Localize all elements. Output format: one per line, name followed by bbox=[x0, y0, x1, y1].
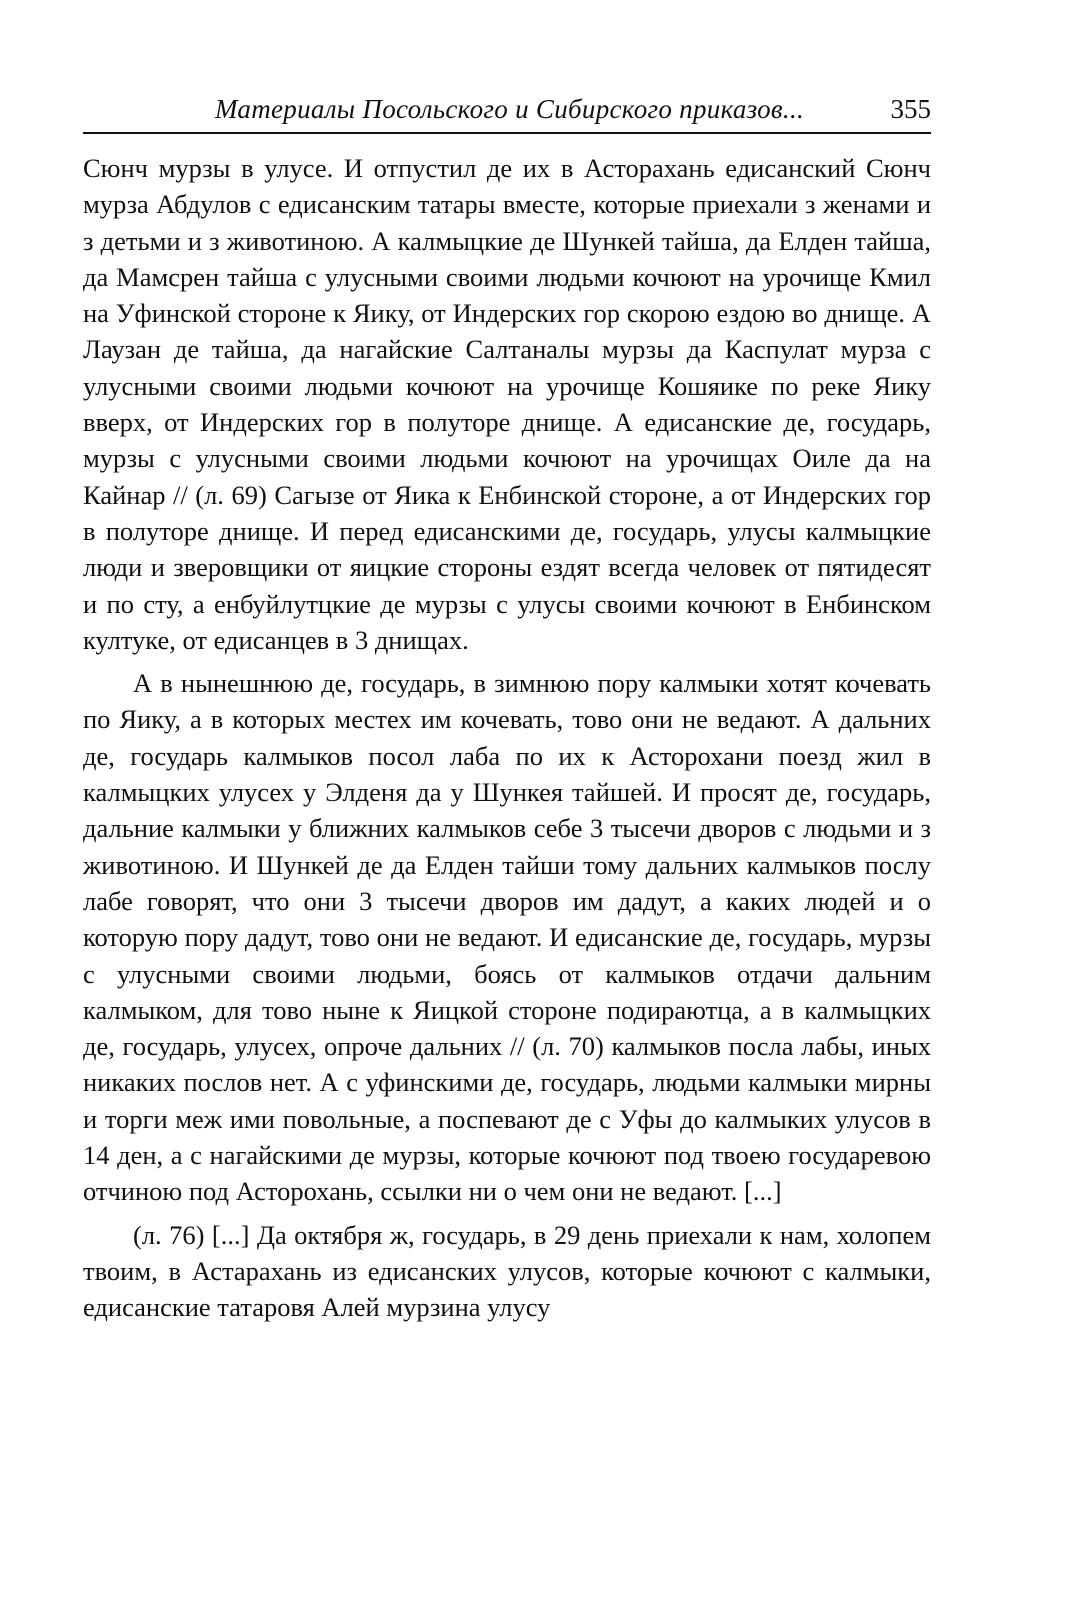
body-text bbox=[83, 150, 931, 1326]
page-number: 355 bbox=[890, 94, 931, 124]
paragraph-continuation: Сюнч мурзы в улусе. И отпустил де их в Асторахань едисанский Сюнч мурза Абдулов с едисанским татары вместе, которые приехали з женами и з детьми и з животиною. А калмыцкие де Шункей тайша, да Елден тайша, да Мамсрен тайша с улусными своими людьми кочюют на урочище Кмил на Уфинской стороне к Яику, от Индерских гор скорою ездою во днище. А Лаузан де тайша, да нагайские Салтаналы мурзы да Каспулат мурза с улусными своими людьми кочюют на урочище Кошяике по реке Яику вверх, от Индерских гор в полуторе днище. А едисанские де, государь, мурзы с улусными своими людьми кочюют на урочищах Оиле да на Кайнар // (л. 69) Сагызе от Яика к Енбинской стороне, а от Индерских гор в полуторе днище. И перед едисанскими де, государь, улусы калмыцкие люди и зверовщики от яицкие стороны ездят всегда человек от пятидесят и по сту, а енбуйлутцкие де мурзы с улусы своими кочюют в Енбинском култуке, от едисанцев в 3 днищах. bbox=[83, 153, 931, 655]
paragraph: (л. 76) [...] Да октября ж, государь, в 29 день приехали к нам, холопем твоим, в Астарахань из едисанских улусов, которые кочюют с калмыки, едисанские татаровя Алей мурзина улусу bbox=[83, 1219, 931, 1323]
paragraph: А в нынешнюю де, государь, в зимнюю пору калмыки хотят кочевать по Яику, а в которых местех им кочевать, тово они не ведают. А дальних де, государь калмыков посол лаба по их к Асторохани поезд жил в калмыцких улусех у Элденя да у Шункея тайшей. И просят де, государь, дальние калмыки у ближних калмыков себе 3 тысечи дворов с людьми и з животиною. И Шункей де да Елден тайши тому дальних калмыков послу лабе говорят, что они 3 тысечи дворов им дадут, а каких людей и о которую пору дадут, тово они не ведают. И едисанские де, государь, мурзы с улусными своими людьми, боясь от калмыков отдачи дальним калмыком, для тово ныне к Яицкой стороне подираютца, а в калмыцких де, государь, улусех, опроче дальних // (л. 70) калмыков посла лабы, иных никаких послов нет. А с уфинскими де, государь, людьми калмыки мирны и торги меж ими повольные, а поспевают де с Уфы до калмыких улусов в 14 ден, а с нагайскими де мурзы, которые кочюют под твоею государевою отчиною под Асторохань, ссылки ни о чем они не ведают. [...] bbox=[83, 668, 931, 1207]
running-head bbox=[83, 92, 931, 134]
running-title: Материалы Посольского и Сибирского приказов... bbox=[215, 94, 805, 124]
